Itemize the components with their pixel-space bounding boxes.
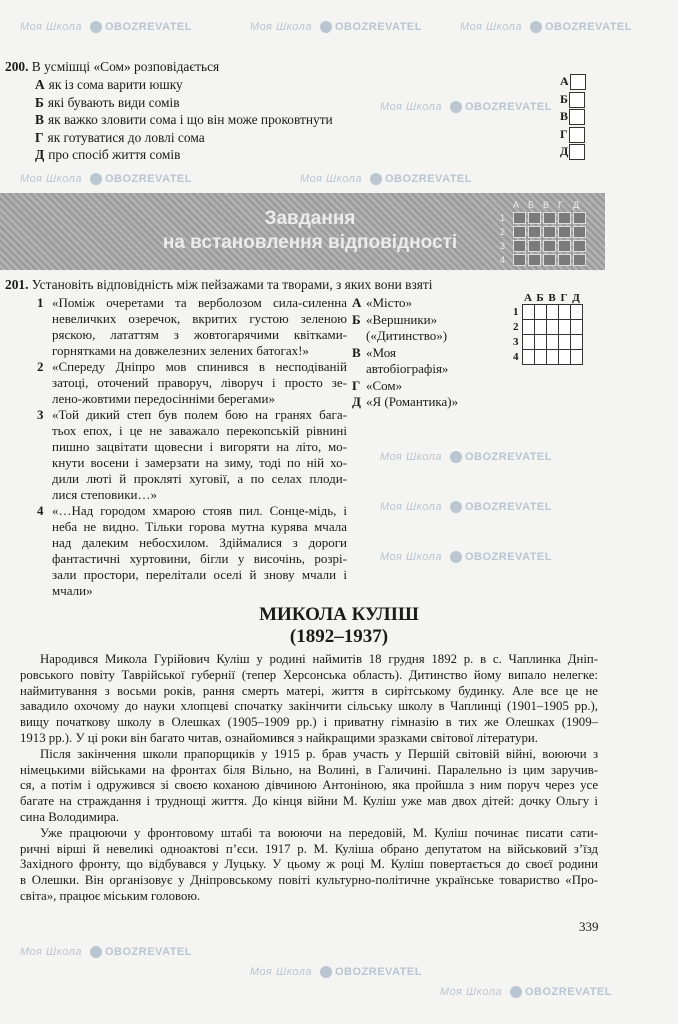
banner-grid-cell: [543, 240, 556, 252]
answer-grid-cell[interactable]: [534, 320, 546, 335]
answer-grid-cell[interactable]: [558, 350, 570, 365]
grid-column-letter: Г: [560, 292, 568, 304]
banner-grid-cell: [543, 254, 556, 266]
biography-line: сина Володимира.: [20, 809, 120, 824]
option-text: про спосіб життя сомів: [48, 147, 181, 162]
excerpt-line: невеличких озеречок, вкритих густою зеленою: [52, 311, 347, 326]
excerpt-line: зали простори, перелітали оселі й знову мчали і: [52, 567, 347, 582]
biography-line: завадило охочому до науки хлопцеві спочатку закінчити сільську школу в Чаплинці (1901–1905 рр.),: [20, 699, 598, 714]
grid-column-letter: В: [548, 292, 556, 304]
answer-grid-cell[interactable]: [522, 320, 534, 335]
banner-grid-cell: [513, 226, 526, 238]
excerpt-line: лися степовики…»: [52, 487, 157, 502]
banner-grid-icon: [498, 198, 588, 268]
banner-grid-letter: Г: [558, 200, 563, 210]
biography-line: наймитування з восьми років, рання смерть матері, життя в сирітському будинку. Але все це не: [20, 683, 598, 698]
option-letter: Г: [35, 129, 44, 145]
obozrevatel-logo-icon: [450, 101, 462, 113]
grid-row-number: 2: [513, 321, 519, 333]
obozrevatel-logo-icon: [90, 21, 102, 33]
excerpt-line: горнятками на довжелезних зелених батогах!»: [52, 343, 309, 358]
answer-grid-cell[interactable]: [534, 350, 546, 365]
answer-grid-cell[interactable]: [570, 350, 582, 365]
obozrevatel-logo-icon: [530, 21, 542, 33]
excerpt-line: дили люті й прокляті хуговії, а по селах плоди-: [52, 471, 347, 486]
work-letter: В: [352, 344, 361, 360]
biography-line: вищу початкову школу в Олешках (1905–1909 рр.) і приватну гімназію в тих же Олешках (1909–: [20, 715, 598, 730]
banner-grid-letter: Б: [528, 200, 534, 210]
answer-box-row: [560, 109, 585, 125]
option-letter: А: [35, 77, 45, 92]
watermark-school-text: Моя Школа: [380, 451, 442, 463]
biography-line: Західного фронту, що відбувався у Луцьку. У цьому ж році М. Куліш повертається до своєї родини: [20, 857, 598, 872]
work-letter: А: [352, 295, 362, 310]
watermark-school-text: Моя Школа: [250, 966, 312, 978]
answer-grid-cell[interactable]: [534, 305, 546, 320]
page-number: 339: [579, 919, 599, 934]
banner-grid-letter: А: [513, 200, 520, 210]
answer-grid-cell[interactable]: [570, 335, 582, 350]
excerpt-line: лено-жовтими передосінніми берегами»: [52, 391, 275, 406]
watermark-brand-text: OBOZREVATEL: [335, 966, 422, 978]
banner-grid-row-number: 2: [500, 227, 506, 237]
biography-line: німецькими військами на фронтах біля Вільно, на Волині, в Галичині. Паралельно із цим заручив-: [20, 762, 598, 777]
watermark: [300, 172, 472, 186]
watermark-school-text: Моя Школа: [20, 21, 82, 33]
excerpt-number: 2: [37, 359, 44, 374]
excerpt-line: тьох епох, і це не заважало перекопській рівнині: [52, 423, 347, 438]
banner-grid-cell: [558, 212, 571, 224]
watermark: [380, 500, 552, 514]
answer-grid-cell[interactable]: [522, 350, 534, 365]
grid-row-number: 1: [513, 306, 519, 318]
watermark: [380, 450, 552, 464]
watermark-school-text: Моя Школа: [380, 101, 442, 113]
answer-box-letter: Г: [560, 126, 568, 141]
answer-grid: [510, 292, 583, 365]
author-name: МИКОЛА КУЛІШ: [259, 604, 419, 625]
work-title: «Вершники»: [366, 311, 438, 327]
banner-grid-cell: [528, 240, 541, 252]
banner-grid-cell: [543, 212, 556, 224]
biography-paragraph: [20, 747, 598, 826]
answer-grid-cell[interactable]: [546, 305, 558, 320]
watermark-brand-text: OBOZREVATEL: [335, 21, 422, 33]
watermark: [460, 20, 632, 34]
question-number: 200.: [5, 59, 29, 74]
answer-option: [35, 76, 183, 93]
watermark: [20, 945, 192, 959]
grid-column-letter: А: [524, 292, 532, 304]
answer-checkbox[interactable]: [569, 109, 585, 125]
excerpt-line: «Той дикий степ був полем бою на гранях бага-: [52, 407, 347, 422]
author-heading: [0, 604, 678, 648]
answer-box-row: [560, 92, 585, 108]
excerpt-line: «…Над городом хмарою стояв пил. Сонце-мідь, і: [52, 503, 347, 518]
answer-grid-cell[interactable]: [558, 305, 570, 320]
work-letter: Г: [352, 377, 361, 393]
obozrevatel-logo-icon: [320, 966, 332, 978]
answer-grid-cell[interactable]: [558, 320, 570, 335]
answer-box-letter: Б: [560, 91, 568, 106]
banner-grid-cell: [558, 226, 571, 238]
option-text: як готуватися до ловлі сома: [47, 129, 205, 145]
answer-box-letter: Д: [560, 144, 569, 158]
biography-line: Уже працюючи у фронтовому штабі та воюючи на передовій, М. Куліш починає писати сати-: [40, 825, 598, 840]
work-letter: Д: [352, 394, 361, 409]
answer-option: [35, 111, 333, 128]
obozrevatel-logo-icon: [90, 946, 102, 958]
grid-row-number: 4: [513, 351, 519, 363]
option-text: які бувають види сомів: [47, 94, 180, 110]
watermark-school-text: Моя Школа: [250, 21, 312, 33]
excerpt-line: мчали»: [52, 583, 93, 598]
answer-box-letter: В: [560, 109, 569, 123]
option-letter: Б: [35, 94, 44, 110]
section-banner: [0, 193, 605, 270]
question-number: 201.: [5, 277, 29, 292]
author-years: (1892–1937): [289, 626, 389, 647]
grid-column-letter: Д: [572, 292, 580, 304]
question-text: В усмішці «Сом» розповідається: [31, 59, 220, 74]
banner-grid-cell: [558, 254, 571, 266]
watermark-brand-text: OBOZREVATEL: [465, 551, 552, 563]
excerpt-line: затоці, оточений праворуч, ліворуч і просто зе-: [52, 375, 347, 390]
banner-title-line1: Завдання: [264, 208, 356, 229]
watermark-brand-text: OBOZREVATEL: [385, 173, 472, 185]
question-200-title: [5, 58, 219, 75]
option-text: як із сома варити юшку: [48, 77, 183, 92]
watermark: [20, 20, 192, 34]
biography-line: 1913 рр.). У ці роки він багато читав, ознайомився з найкращими зразками світової літератури.: [20, 730, 538, 745]
answer-grid-cell[interactable]: [570, 305, 582, 320]
answer-grid-cell[interactable]: [570, 320, 582, 335]
work-title: «Моя: [366, 344, 396, 360]
biography-line: ровського повіту Таврійської губернії (тепер Херсонська область). Дитинство йому випало нелегке:: [20, 667, 598, 682]
banner-grid-cell: [528, 254, 541, 266]
answer-box-row: [560, 144, 585, 160]
banner-grid-cell: [513, 254, 526, 266]
excerpt-line: кнути восени і замерзати на зиму, тоді по ній хо-: [52, 455, 347, 470]
banner-grid-cell: [528, 226, 541, 238]
biography-line: Народився Микола Гурійович Куліш у родині наймитів 18 грудня 1892 р. в с. Чаплинка Дніп-: [40, 652, 598, 666]
option-letter: В: [35, 112, 44, 127]
excerpt-line: фантастичні хуртовини, бігли у височінь, розрі-: [52, 551, 347, 566]
excerpt-number: 4: [37, 503, 44, 518]
banner-grid-cell: [528, 212, 541, 224]
answer-checkbox[interactable]: [569, 127, 585, 143]
watermark-school-text: Моя Школа: [20, 946, 82, 958]
watermark-brand-text: OBOZREVATEL: [525, 986, 612, 998]
banner-grid-cell: [573, 240, 586, 252]
banner-grid-cell: [573, 226, 586, 238]
obozrevatel-logo-icon: [370, 173, 382, 185]
excerpt-line: «Спереду Дніпро мов спинився в несподіваній: [52, 359, 347, 374]
answer-box-letter: А: [560, 74, 569, 88]
watermark-brand-text: OBOZREVATEL: [465, 451, 552, 463]
banner-grid-cell: [573, 254, 586, 266]
watermark-school-text: Моя Школа: [20, 173, 82, 185]
watermark: [380, 550, 552, 564]
work-title: автобіографія»: [366, 361, 449, 376]
watermark-brand-text: OBOZREVATEL: [465, 501, 552, 513]
banner-grid-cell: [513, 212, 526, 224]
banner-title-line2: на встановлення відповідності: [162, 232, 458, 253]
excerpt-line: пишно зацвітати щовесни і вигоряти на літо, мо-: [52, 439, 347, 454]
answer-grid-cell[interactable]: [546, 320, 558, 335]
excerpt-line: «Поміж очеретами та верболозом сила-силенна: [52, 295, 347, 310]
biography-paragraph: [20, 826, 598, 905]
watermark-brand-text: OBOZREVATEL: [105, 21, 192, 33]
watermark-school-text: Моя Школа: [440, 986, 502, 998]
biography-line: ричні вірші й невеликі одноактові п’єси. 1917 р. М. Куліша обрано депутатом на військовий з’їзд: [20, 841, 598, 856]
excerpt-line: ряскою, лататтям з жовтогарячими квітками-: [52, 327, 347, 342]
banner-grid-cell: [558, 240, 571, 252]
grid-row-number: 3: [513, 336, 519, 348]
banner-grid-cell: [543, 226, 556, 238]
question-text: Установіть відповідність між пейзажами та творами, з яких вони взяті: [31, 277, 433, 292]
biography-text: [20, 652, 598, 905]
biography-line: в Олешки. Він організовує у Дніпровському повіті культурно-політичне українське товариство «Про-: [20, 873, 598, 888]
watermark: [380, 100, 552, 114]
banner-grid-letter: Д: [573, 200, 580, 210]
answer-checkbox[interactable]: [569, 92, 585, 108]
excerpt-line: над далеким небосхилом. Здіймалися з дороги: [52, 535, 347, 550]
obozrevatel-logo-icon: [510, 986, 522, 998]
obozrevatel-logo-icon: [320, 21, 332, 33]
watermark: [20, 172, 192, 186]
watermark: [440, 985, 612, 999]
obozrevatel-logo-icon: [90, 173, 102, 185]
banner-grid-row-number: 4: [500, 255, 506, 265]
excerpt-number: 3: [37, 407, 44, 422]
answer-checkbox[interactable]: [569, 144, 585, 160]
work-title: («Дитинство»): [366, 328, 448, 343]
excerpt-number: 1: [37, 295, 44, 310]
watermark-brand-text: OBOZREVATEL: [545, 21, 632, 33]
biography-line: світа», працює міським головою.: [20, 888, 201, 903]
answer-option: [35, 129, 205, 146]
question-201-title: [5, 276, 433, 293]
watermark-school-text: Моя Школа: [300, 173, 362, 185]
obozrevatel-logo-icon: [450, 551, 462, 563]
watermark: [250, 20, 422, 34]
answer-box-row: [560, 127, 585, 143]
answer-checkbox[interactable]: [570, 74, 586, 90]
banner-grid-row-number: 1: [500, 213, 506, 223]
answer-grid-cell[interactable]: [522, 305, 534, 320]
watermark: [250, 965, 422, 979]
watermark-brand-text: OBOZREVATEL: [105, 946, 192, 958]
excerpt-line: неба не видно. Тільки горова мутна курява мчала: [52, 519, 347, 534]
obozrevatel-logo-icon: [450, 501, 462, 513]
watermark-school-text: Моя Школа: [380, 501, 442, 513]
answer-grid-cell[interactable]: [558, 335, 570, 350]
work-letter: Б: [352, 311, 361, 327]
answer-grid-cell[interactable]: [522, 335, 534, 350]
biography-line: ся, а потім і одружився зі своєю коханою дівчиною Антоніною, яка пройшла з ним поруч через усе: [20, 778, 598, 793]
answer-option: [35, 94, 180, 111]
banner-grid-letter: В: [543, 200, 550, 210]
option-text: як важко зловити сома і що він може проковтнути: [47, 112, 333, 127]
work-title: «Сом»: [366, 377, 403, 393]
watermark-school-text: Моя Школа: [460, 21, 522, 33]
answer-grid-cell[interactable]: [546, 335, 558, 350]
answer-grid-cell[interactable]: [546, 350, 558, 365]
watermark-brand-text: OBOZREVATEL: [105, 173, 192, 185]
work-title: «Я (Романтика)»: [366, 394, 459, 409]
answer-option: [35, 146, 180, 163]
grid-column-letter: Б: [536, 292, 544, 304]
banner-grid-row-number: 3: [500, 241, 506, 251]
biography-line: Після закінчення школи прапорщиків у 1915 р. брав участь у Першій світовій війні, воюючи з: [40, 746, 598, 761]
biography-line: багате на страждання і труднощі життя. До кінця війни М. Куліш уже мав двох дітей: дочку Ольгу і: [20, 794, 598, 809]
option-letter: Д: [35, 147, 45, 162]
banner-grid-cell: [513, 240, 526, 252]
biography-paragraph: [20, 652, 598, 747]
watermark-school-text: Моя Школа: [380, 551, 442, 563]
answer-grid-cell[interactable]: [534, 335, 546, 350]
answer-box-row: [560, 74, 586, 90]
obozrevatel-logo-icon: [450, 451, 462, 463]
work-title: «Місто»: [366, 295, 412, 310]
watermark-brand-text: OBOZREVATEL: [465, 101, 552, 113]
banner-grid-cell: [573, 212, 586, 224]
